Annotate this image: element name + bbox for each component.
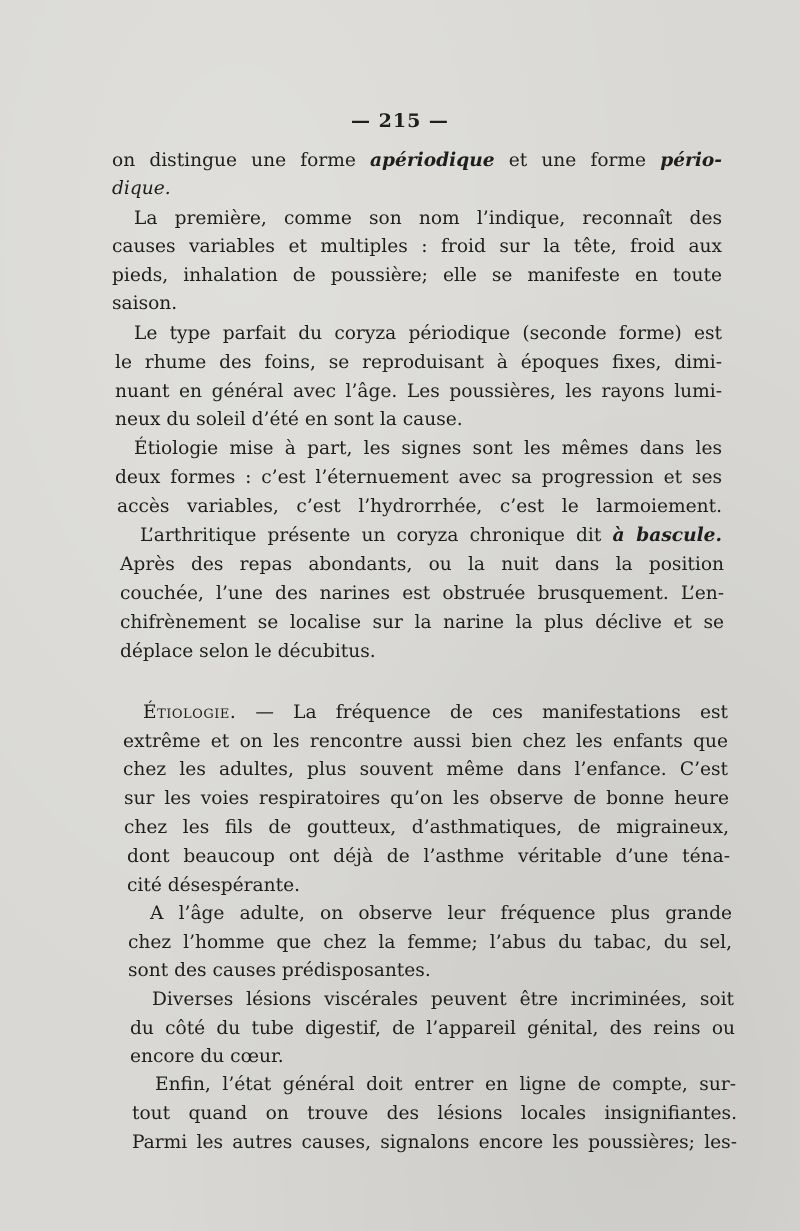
text-segment: sur les voies respiratoires qu’on les observe de bonne heure — [124, 788, 729, 809]
text-line — [115, 406, 463, 434]
text-line — [117, 493, 722, 521]
text-line — [132, 1129, 737, 1157]
text-segment: chez l’homme que chez la femme; l’abus du tabac, du sel, — [128, 932, 732, 953]
text-line — [130, 1043, 284, 1071]
text-segment: — La fréquence de ces manifestations est — [236, 702, 728, 723]
page-number: — 215 — — [351, 110, 449, 132]
text-segment: sont des causes prédisposantes. — [128, 960, 431, 981]
text-segment: cité désespérante. — [127, 875, 300, 896]
text-segment: et une forme — [494, 150, 661, 171]
text-segment: saison. — [112, 293, 178, 314]
text-line — [152, 986, 734, 1014]
text-line — [120, 609, 724, 637]
text-line — [155, 1071, 736, 1099]
text-line — [123, 728, 728, 756]
text-line — [124, 785, 729, 813]
text-segment: pério- — [660, 150, 722, 171]
text-segment: le rhume des foins, se reproduisant à époques fixes, dimi- — [115, 352, 722, 373]
text-segment: Le type parfait du coryza périodique (seconde forme) est — [134, 323, 722, 344]
text-line — [115, 378, 722, 406]
text-segment: neux du soleil d’été en sont la cause. — [115, 409, 463, 430]
text-segment: apériodique — [370, 150, 495, 171]
text-segment: Étiologie mise à part, les signes sont les mêmes dans les — [134, 438, 722, 459]
text-line — [140, 522, 722, 550]
text-segment: La première, comme son nom l’indique, reconnaît des — [134, 208, 722, 229]
text-line — [134, 320, 722, 348]
text-segment: on distingue une forme — [112, 150, 370, 171]
text-line — [123, 756, 728, 784]
text-line — [128, 957, 431, 985]
text-line — [112, 290, 177, 318]
text-line — [115, 349, 722, 377]
text-line — [120, 580, 724, 608]
text-line — [120, 638, 376, 666]
text-segment: dont beaucoup ont déjà de l’asthme véritable d’une téna- — [127, 846, 730, 867]
text-segment: à bascule. — [612, 525, 722, 546]
text-line — [150, 900, 732, 928]
text-segment: accès variables, c’est l’hydrorrhée, c’est le larmoiement. — [117, 496, 722, 517]
text-segment: pieds, inhalation de poussière; elle se manifeste en toute — [112, 265, 722, 286]
text-segment: dique. — [112, 178, 171, 199]
text-segment: encore du cœur. — [130, 1046, 284, 1067]
text-segment: L’arthritique présente un coryza chronique dit — [140, 525, 613, 546]
text-segment: chez les fils de goutteux, d’asthmatiques, de migraineux, — [124, 817, 729, 838]
text-line — [112, 233, 722, 261]
text-segment: extrême et on les rencontre aussi bien chez les enfants que — [123, 731, 728, 752]
text-line — [127, 872, 300, 900]
text-segment: deux formes : c’est l’éternuement avec sa progression et ses — [115, 467, 722, 488]
text-segment: causes variables et multiples : froid sur la tête, froid aux — [112, 236, 722, 257]
text-line — [143, 699, 728, 727]
text-line — [112, 262, 722, 290]
text-segment: A l’âge adulte, on observe leur fréquence plus grande — [150, 903, 732, 924]
text-segment: Étiologie. — [143, 702, 237, 723]
text-segment: Après des repas abondants, ou la nuit dans la position — [120, 554, 724, 575]
text-line — [130, 1015, 735, 1043]
text-segment: du côté du tube digestif, de l’appareil génital, des reins ou — [130, 1018, 735, 1039]
text-line — [112, 175, 171, 203]
text-line — [132, 1100, 737, 1128]
text-line — [112, 147, 722, 175]
text-line — [127, 843, 730, 871]
text-segment: nuant en général avec l’âge. Les poussières, les rayons lumi- — [115, 381, 722, 402]
text-segment: Diverses lésions viscérales peuvent être incriminées, soit — [152, 989, 734, 1010]
text-segment: Parmi les autres causes, signalons encore les poussières; les- — [132, 1132, 737, 1153]
text-segment: tout quand on trouve des lésions locales insignifiantes. — [132, 1103, 737, 1124]
text-line — [134, 435, 722, 463]
text-segment: chifrènement se localise sur la narine la plus déclive et se — [120, 612, 724, 633]
text-line — [124, 814, 729, 842]
text-line — [115, 464, 722, 492]
text-line — [120, 551, 724, 579]
text-segment: chez les adultes, plus souvent même dans l’enfance. C’est — [123, 759, 728, 780]
text-line — [128, 929, 732, 957]
text-segment: déplace selon le décubitus. — [120, 641, 376, 662]
text-segment: Enfin, l’état général doit entrer en ligne de compte, sur- — [155, 1074, 736, 1095]
text-segment: couchée, l’une des narines est obstruée brusquement. L’en- — [120, 583, 724, 604]
text-line — [134, 205, 722, 233]
